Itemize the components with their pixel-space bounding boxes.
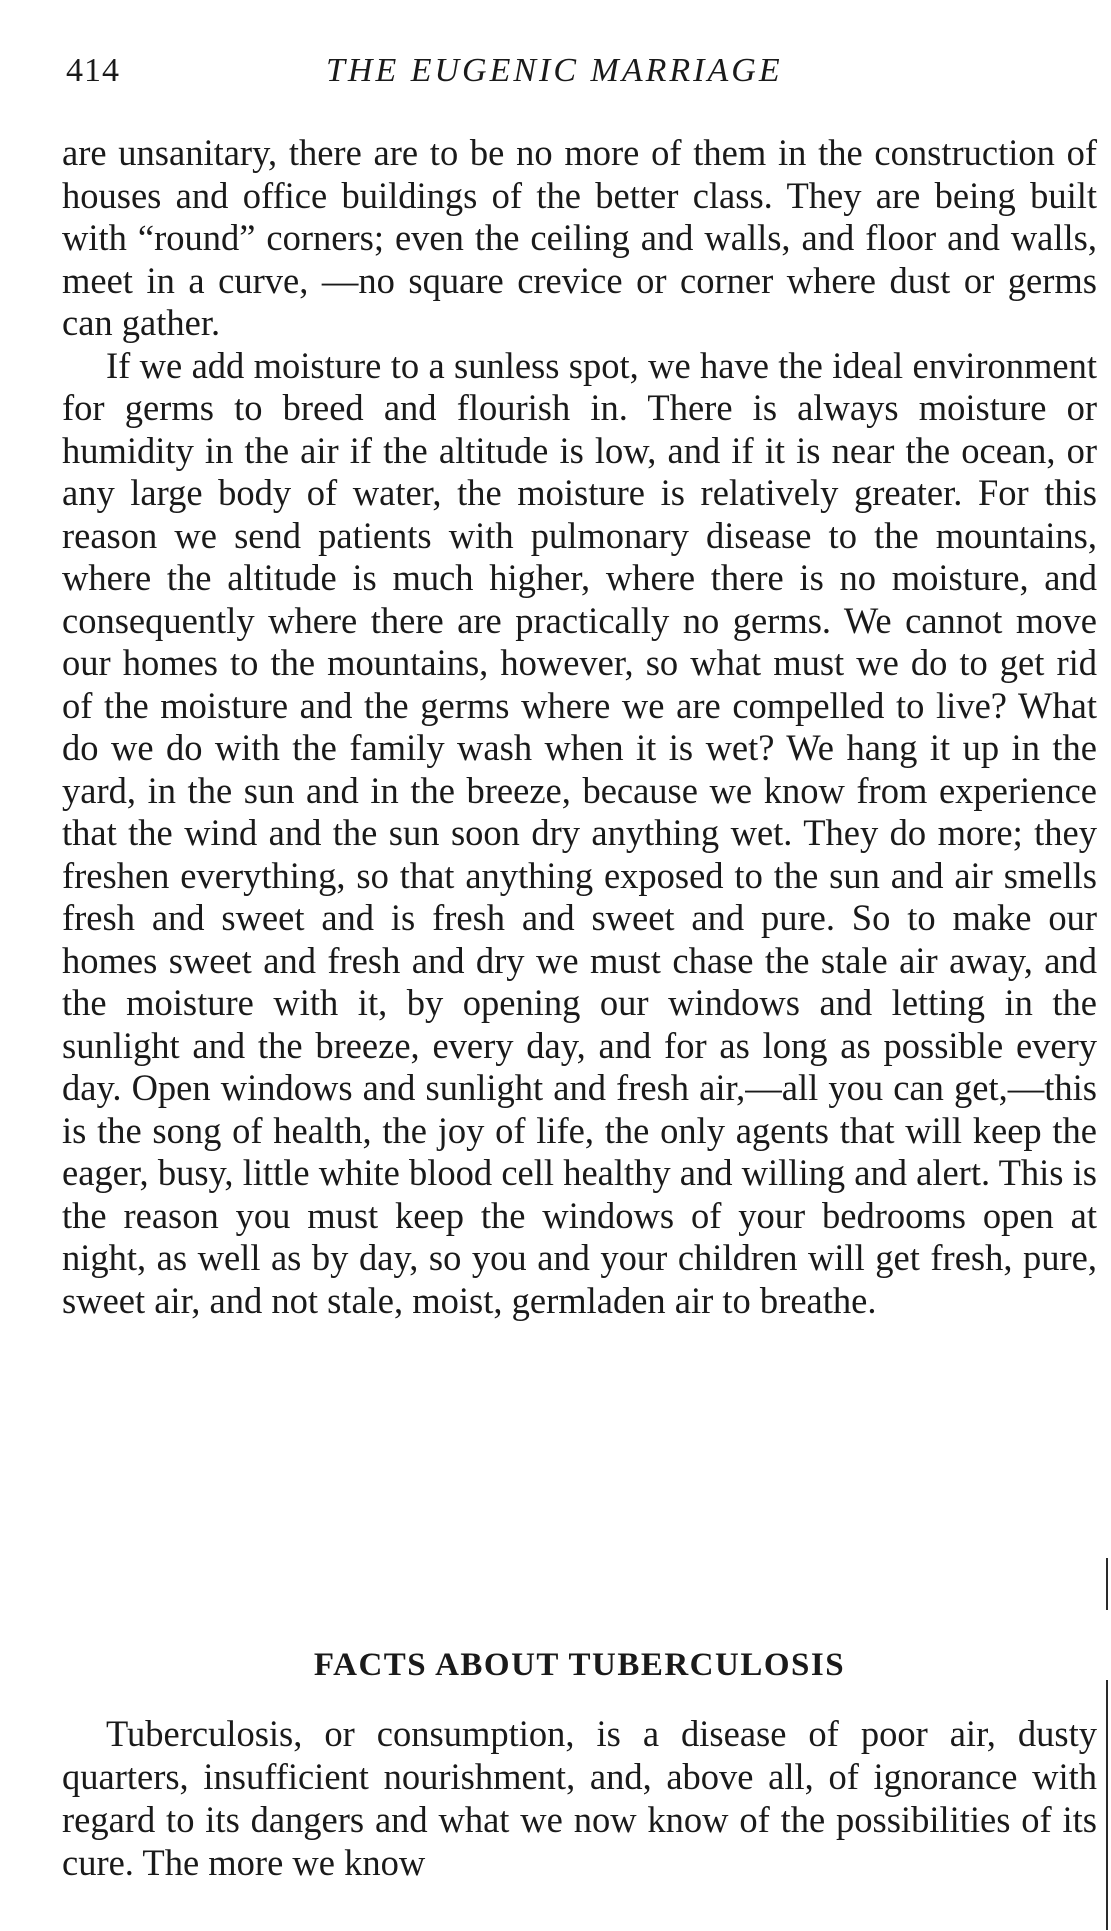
body-paragraph: If we add moisture to a sunless spot, we have the ideal environment for germs to breed and flourish in. There is always moisture or humidity in the air if the altitude is low, and if it is near the ocean, or any large body of water, the moisture is relatively greater. For this reason we send patients with pulmonary disease to the mountains, where the altitude is much higher, where there is no moisture, and consequently where there are practically no germs. We cannot move our homes to the mountains, however, so what must we do to get rid of the moisture and the germs where we are compelled to live? What do we do with the family wash when it is wet? We hang it up in the yard, in the sun and in the breeze, because we know from experience that the wind and the sun soon dry anything wet. They do more; they freshen everything, so that anything exposed to the sun and air smells fresh and sweet and is fresh and sweet and pure. So to make our homes sweet and fresh and dry we must chase the stale air away, and the moisture with it, by opening our windows and letting in the sunlight and the breeze, every day, and for as long as possible every day. Open windows and sunlight and fresh air,—all you can get,—this is the song of health, the joy of life, the only agents that will keep the eager, busy, little white blood cell healthy and willing and alert. This is the reason you must keep the windows of your bedrooms open at night, as well as by day, so you and your children will get fresh, pure, sweet air, and not stale, moist, germladen air to breathe. xyxy=(62,344,1097,1321)
section-paragraph: Tuberculosis, or consumption, is a disease of poor air, dusty quarters, insufficient nourishment, and, above all, of ignorance with regard to its dangers and what we now know of the possibilities of its cure. The more we know xyxy=(62,1713,1097,1883)
page-number: 414 xyxy=(66,52,120,89)
page-edge-line-lower xyxy=(1106,1680,1108,1930)
page-edge-line xyxy=(1106,1558,1108,1610)
section-heading: FACTS ABOUT TUBERCULOSIS xyxy=(313,1647,846,1683)
body-paragraph-continued: are unsanitary, there are to be no more of them in the construction of houses and office buildings of the better class. They are being built with “round” corners; even the ceiling and walls, and floor and walls, meet in a curve, —no square crevice or corner where dust or germs can gather. xyxy=(62,132,1097,343)
body-text xyxy=(62,132,1097,1322)
running-title: THE EUGENIC MARRIAGE xyxy=(326,52,783,89)
running-header xyxy=(66,52,1066,96)
section-body xyxy=(62,1712,1097,1884)
